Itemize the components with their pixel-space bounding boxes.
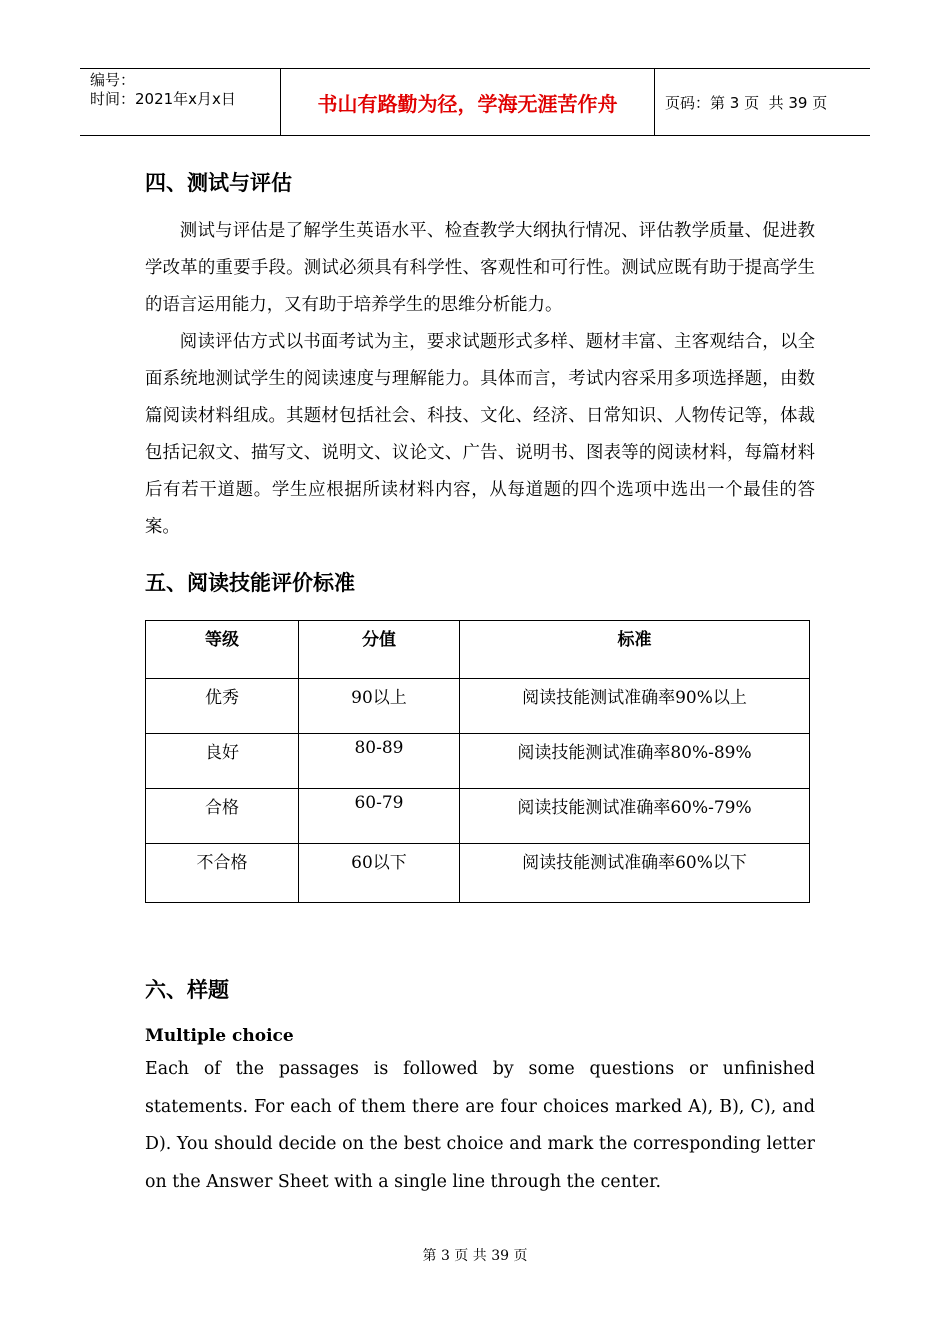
table-row: [146, 789, 810, 844]
page-footer: 第 3 页 共 39 页: [422, 1248, 528, 1264]
header-standard: 标准: [460, 621, 810, 679]
header-number: 编号：: [90, 71, 136, 89]
section6-title: 六、样题: [145, 978, 229, 1002]
cell-score: 90以上: [299, 679, 460, 734]
cell-score: 60-79: [299, 789, 460, 844]
cell-standard: 阅读技能测试准确率90%以上: [460, 679, 810, 734]
cell-grade: 不合格: [146, 844, 299, 903]
header-time: 时间：2021年x月x日: [90, 90, 236, 108]
cell-score: 80-89: [299, 734, 460, 789]
header-page-info: 页码：第 3 页 共 39 页: [665, 93, 828, 112]
header-grade: 等级: [146, 621, 299, 679]
section4-paragraph-1: 测试与评估是了解学生英语水平、检查教学大纲执行情况、评估教学质量、促进教学改革的重要手段。测试必须具有科学性、客观性和可行性。测试应既有助于提高学生的语言运用能力，又有助于培养学生的思维分析能力。: [145, 221, 815, 315]
section5-title: 五、阅读技能评价标准: [145, 571, 355, 595]
table-header-row: [146, 621, 810, 679]
cell-standard: 阅读技能测试准确率60%以下: [460, 844, 810, 903]
cell-standard: 阅读技能测试准确率60%-79%: [460, 789, 810, 844]
document-body: [145, 166, 815, 1201]
cell-score: 60以下: [299, 844, 460, 903]
grading-table: [145, 620, 810, 903]
header-score: 分值: [299, 621, 460, 679]
sample-instructions: Each of the passages is followed by some questions or unfinished statements. For each of them there are four choices marked A), B), C), and D). You should decide on the best choice and mark the corresponding letter on the Answer Sheet with a single line through the center.: [145, 1059, 815, 1192]
cell-standard: 阅读技能测试准确率80%-89%: [460, 734, 810, 789]
table-row: [146, 734, 810, 789]
section4-paragraph-2: 阅读评估方式以书面考试为主，要求试题形式多样、题材丰富、主客观结合，以全面系统地测试学生的阅读速度与理解能力。具体而言，考试内容采用多项选择题，由数篇阅读材料组成。其题材包括社会、科技、文化、经济、日常知识、人物传记等，体裁包括记叙文、描写文、说明文、议论文、广告、说明书、图表等的阅读材料，每篇材料后有若干道题。学生应根据所读材料内容，从每道题的四个选项中选出一个最佳的答案。: [145, 332, 815, 537]
header-meta: [80, 69, 281, 135]
table-row: [146, 679, 810, 734]
cell-grade: 良好: [146, 734, 299, 789]
page-header: [80, 68, 870, 136]
cell-grade: 优秀: [146, 679, 299, 734]
sample-subtitle: Multiple choice: [145, 1026, 294, 1046]
section4-title: 四、测试与评估: [145, 171, 292, 195]
cell-grade: 合格: [146, 789, 299, 844]
table-row: [146, 844, 810, 903]
header-motto: 书山有路勤为径，学海无涯苦作舟: [281, 69, 655, 135]
